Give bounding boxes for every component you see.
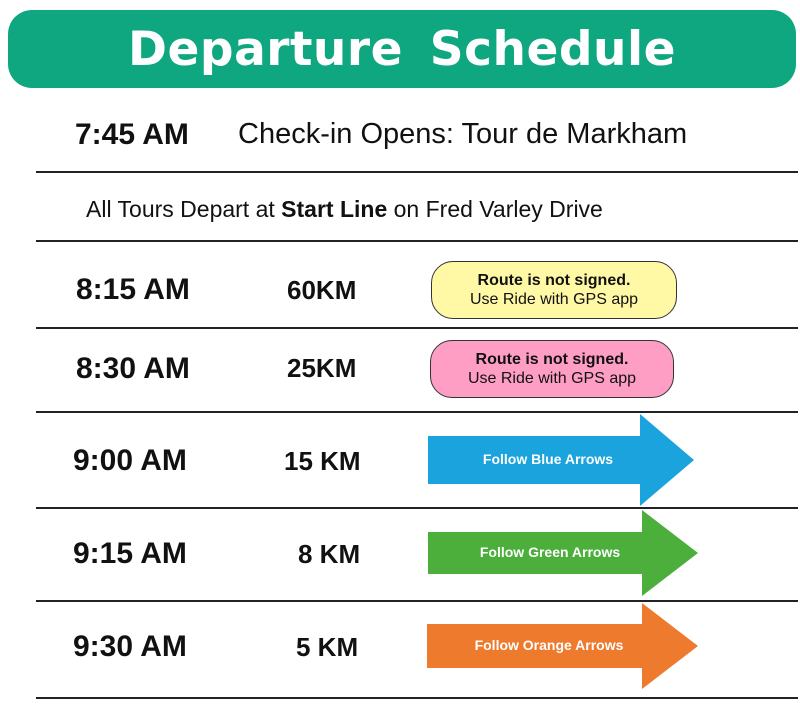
route-distance: 25KM (287, 353, 357, 383)
orange-arrow-sign (427, 603, 698, 689)
route-notice-title: Route is not signed. (475, 350, 629, 368)
divider (36, 507, 798, 509)
route-distance: 15 KM (284, 446, 361, 476)
divider (36, 171, 798, 173)
depart-note (86, 196, 603, 223)
departure-time: 8:30 AM (76, 352, 190, 385)
departure-time: 9:15 AM (73, 537, 187, 570)
divider (36, 411, 798, 413)
departure-time: 9:30 AM (73, 630, 187, 663)
checkin-text: Check-in Opens: Tour de Markham (238, 118, 688, 150)
blue-arrow-sign (428, 414, 694, 506)
page-title: Departure Schedule (128, 21, 676, 77)
route-distance: 5 KM (296, 632, 359, 662)
depart-note-prefix: All Tours Depart at (86, 196, 282, 222)
departure-time: 9:00 AM (73, 444, 187, 477)
green-arrow-sign (428, 510, 698, 596)
depart-note-suffix: on Fred Varley Drive (387, 196, 603, 222)
route-distance: 60KM (287, 275, 357, 305)
route-notice-title: Route is not signed. (477, 271, 631, 289)
route-notice (431, 261, 677, 319)
arrow-label: Follow Green Arrows (479, 544, 621, 560)
divider (36, 697, 798, 699)
route-notice (430, 340, 674, 398)
departure-time: 8:15 AM (76, 273, 190, 306)
arrow-label: Follow Blue Arrows (482, 451, 614, 467)
route-notice-text: Use Ride with GPS app (467, 370, 637, 387)
arrow-label: Follow Orange Arrows (474, 637, 624, 653)
route-distance: 8 KM (298, 539, 361, 569)
checkin-time: 7:45 AM (75, 118, 189, 151)
divider (36, 327, 798, 329)
route-notice-text: Use Ride with GPS app (469, 291, 639, 308)
depart-note-bold: Start Line (281, 196, 388, 222)
divider (36, 600, 798, 602)
divider (36, 240, 798, 242)
header-banner (8, 10, 796, 88)
